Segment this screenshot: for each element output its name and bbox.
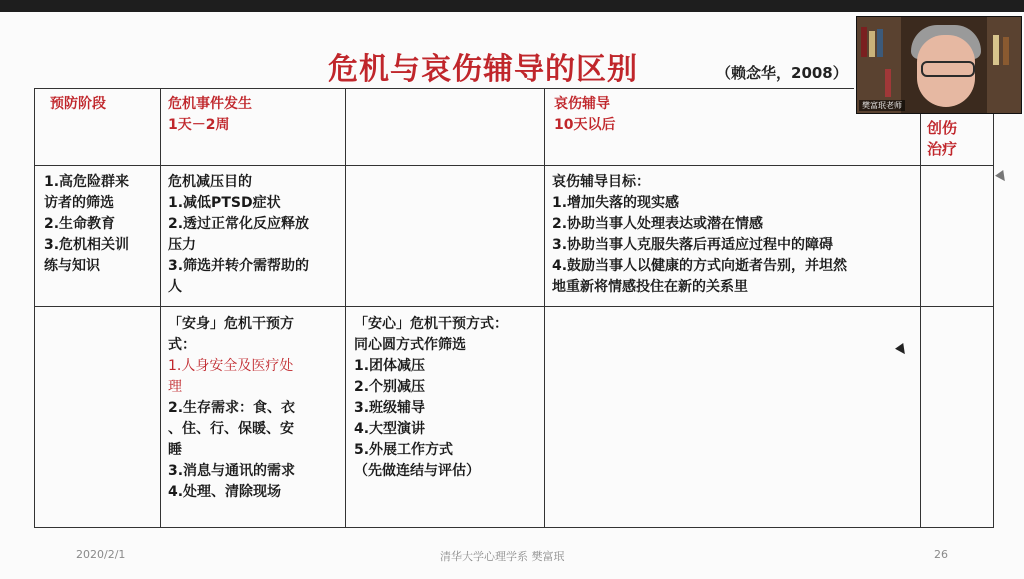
- cell-prevention-items: 1.高危险群来 访者的筛选 2.生命教育 3.危机相关训 练与知识: [44, 174, 130, 274]
- cell-grief-goals: 哀伤辅导目标： 1.增加失落的现实感 2.协助当事人处理表达或潜在情感 3.协助当事人克服失落后再适应过程中的障碍 4.鼓励当事人以健康的方式向逝者告别，并坦然 地重新将情感投住在新的关系里: [552, 174, 848, 295]
- book: [885, 69, 891, 97]
- header-crisis-event: 危机事件发生 1天－2周: [168, 96, 252, 133]
- footer-author: 清华大学心理学系 樊富珉: [440, 550, 565, 563]
- book: [1003, 37, 1009, 65]
- speaker-video-thumbnail[interactable]: [856, 16, 1022, 114]
- header-prevention: 预防阶段: [50, 96, 106, 112]
- table-vline: [160, 88, 161, 528]
- speaker-name-tag: 樊富珉老师: [859, 100, 905, 111]
- glasses-icon: [921, 61, 975, 77]
- cell-body-safety-intervention: [168, 314, 342, 503]
- table-vline: [993, 108, 994, 528]
- table-hline: [34, 306, 994, 307]
- body-safety-rest: 2.生存需求：食、衣 、住、行、保暖、安 睡 3.消息与通讯的需求 4.处理、清除现场: [168, 400, 296, 500]
- cell-mind-safety-intervention: 「安心」危机干预方式： 同心圆方式作筛选 1.团体减压 2.个别减压 3.班级辅导 4.大型演讲 5.外展工作方式 （先做连结与评估）: [354, 316, 508, 479]
- comparison-table: [34, 88, 994, 528]
- body-safety-intro: 「安身」危机干预方 式：: [168, 316, 294, 353]
- book: [861, 27, 867, 57]
- book: [869, 31, 875, 57]
- table-hline: [34, 527, 994, 528]
- header-trauma-therapy: 创伤 治疗: [927, 119, 958, 158]
- table-vline: [345, 88, 346, 528]
- header-grief-counseling: 哀伤辅导 10天以后: [554, 96, 616, 133]
- cell-crisis-relief-goals: 危机减压目的 1.减低PTSD症状 2.透过正常化反应释放 压力 3.筛选并转介需帮助的 人: [168, 174, 310, 295]
- book: [877, 29, 883, 57]
- book: [993, 35, 999, 65]
- slide-citation: （赖念华，2008）: [716, 64, 848, 82]
- table-hline: [34, 88, 854, 89]
- table-vline: [544, 88, 545, 528]
- table-hline: [34, 165, 994, 166]
- page-number: 26: [934, 548, 948, 561]
- table-vline: [34, 88, 35, 528]
- footer-date: 2020/2/1: [76, 548, 126, 561]
- table-vline: [920, 108, 921, 528]
- window-top-bar: [0, 0, 1024, 12]
- bookshelf: [987, 17, 1021, 113]
- slide-title: 危机与哀伤辅导的区别: [328, 52, 638, 87]
- body-safety-highlight: 1.人身安全及医疗处 理: [168, 358, 294, 395]
